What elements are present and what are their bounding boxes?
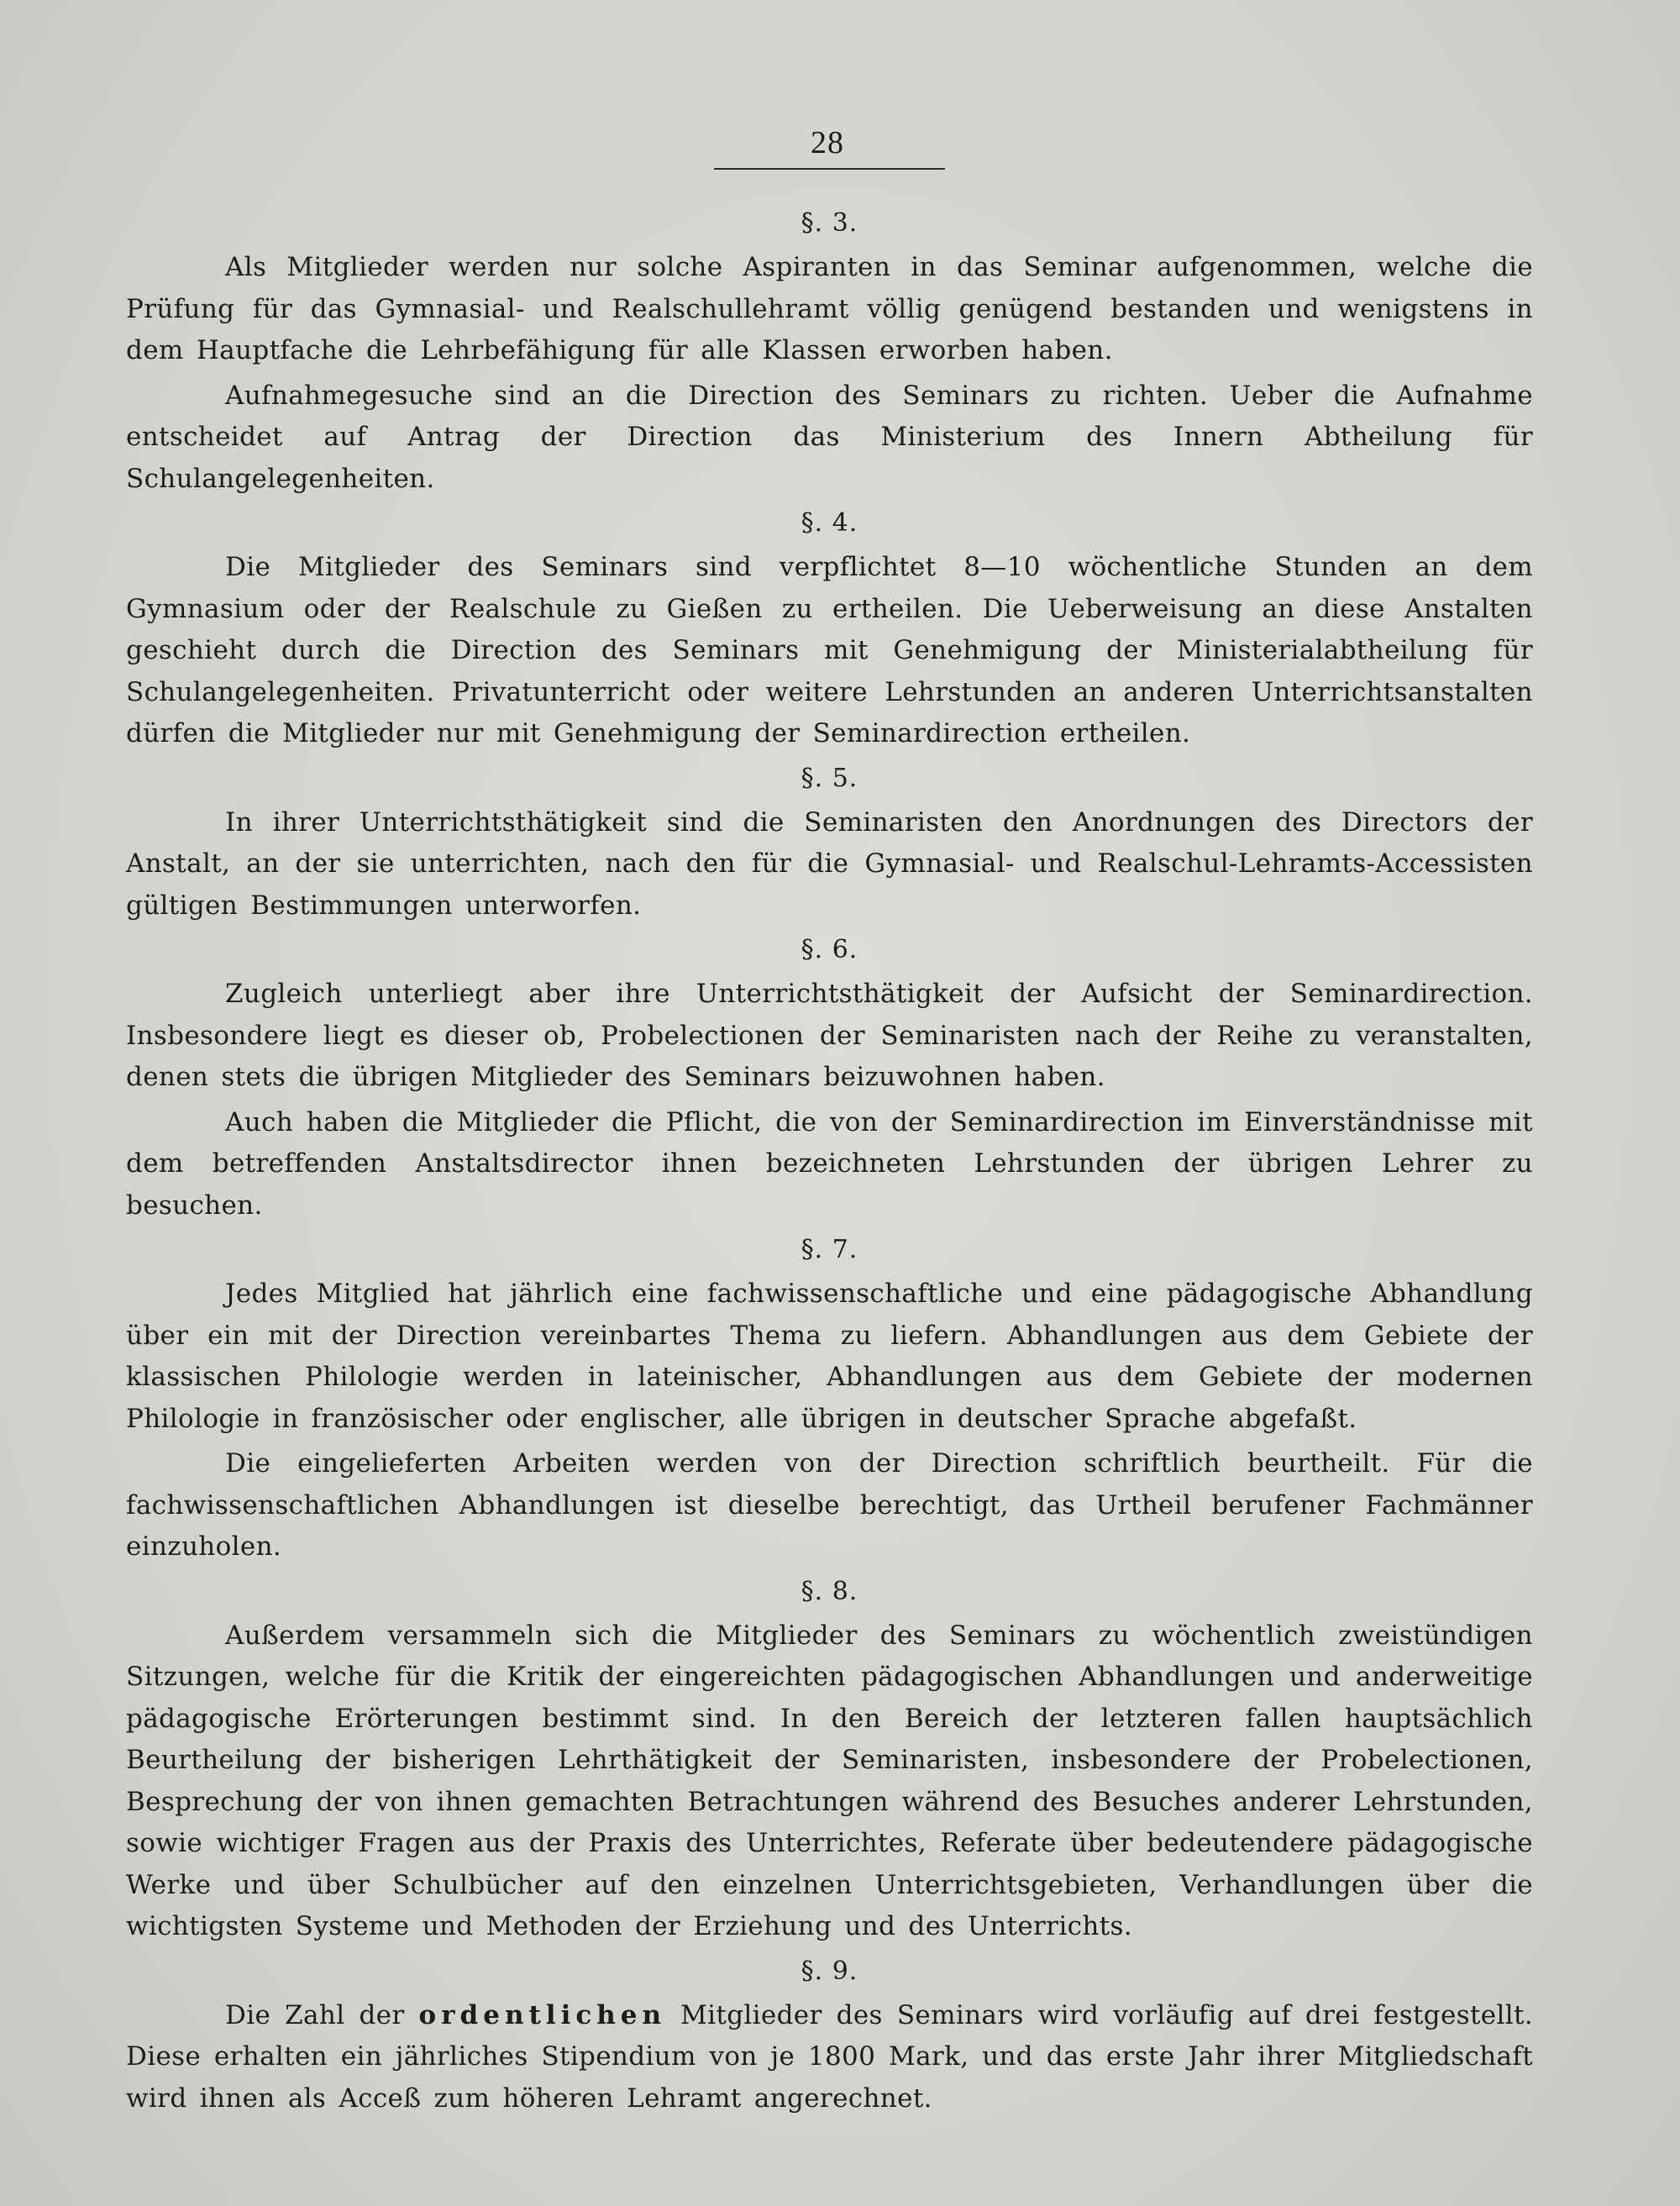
paragraph: Zugleich unterliegt aber ihre Unterrichtsthätigkeit der Aufsicht der Seminardirection. Insbesondere liegt es dieser ob, Probelectionen der Seminaristen nach der Reihe zu veranstalten, denen stets die übrigen Mitglieder des Seminars beizuwohnen haben.	[126, 979, 1533, 1092]
paragraph: Aufnahmegesuche sind an die Direction des Seminars zu richten. Ueber die Aufnahme entscheidet auf Antrag der Direction das Ministerium des Innern Abtheilung für Schulangelegenheiten.	[126, 380, 1533, 494]
header-rule	[714, 168, 945, 170]
section-3	[126, 203, 1533, 500]
paragraph	[126, 1995, 1533, 2120]
section-heading: §. 5.	[801, 763, 858, 793]
section-heading: §. 3.	[801, 208, 858, 238]
section-8	[126, 1572, 1533, 1948]
paragraph: Jedes Mitglied hat jährlich eine fachwissenschaftliche und eine pädagogische Abhandlung über ein mit der Direction vereinbartes Thema zu liefern. Abhandlungen aus dem Gebiete der klassischen Philologie werden in lateinischer, Abhandlungen aus dem Gebiete der modernen Philologie in französischer oder englischer, alle übrigen in deutscher Sprache abgefaßt.	[126, 1279, 1533, 1434]
section-7	[126, 1230, 1533, 1568]
section-9	[126, 1951, 1533, 2120]
section-heading: §. 8.	[801, 1576, 858, 1606]
paragraph: Als Mitglieder werden nur solche Aspiranten in das Seminar aufgenommen, welche die Prüfung für das Gymnasial- und Realschullehramt völlig genügend bestanden und wenigstens in dem Hauptfache die Lehrbefähigung für alle Klassen erworben haben.	[126, 252, 1533, 365]
section-4	[126, 503, 1533, 755]
section-5	[126, 759, 1533, 927]
section-heading: §. 9.	[801, 1956, 858, 1986]
paragraph: Auch haben die Mitglieder die Pflicht, die von der Seminardirection im Einverständnisse mit dem betreffenden Anstaltsdirector ihnen bezeichneten Lehrstunden der übrigen Lehrer zu besuchen.	[126, 1106, 1533, 1221]
paragraph: In ihrer Unterrichtsthätigkeit sind die Seminaristen den Anordnungen des Directors der Anstalt, an der sie unterrichten, nach den für die Gymnasial- und Realschul-Lehramts-Accessisten gültigen Bestimmungen unterworfen.	[126, 806, 1533, 921]
paragraph: Außerdem versammeln sich die Mitglieder des Seminars zu wöchentlich zweistündigen Sitzungen, welche für die Kritik der eingereichten pädagogischen Abhandlungen und anderweitige pädagogische Erörterungen bestimmt sind. In den Bereich der letzteren fallen hauptsächlich Beurtheilung der bisherigen Lehrthätigkeit der Seminaristen, insbesondere der Probelectionen, Besprechung der von ihnen gemachten Betrachtungen während des Besuches anderer Lehrstunden, sowie wichtiger Fragen aus der Praxis des Unterrichtes, Referate über bedeutendere pädagogische Werke und über Schulbücher auf den einzelnen Unterrichtsgebieten, Verhandlungen über die wichtigsten Systeme und Methoden der Erziehung und des Unterrichts.	[126, 1620, 1533, 1941]
paragraph-text: Mitglieder des Seminars wird vorläufig auf drei festgestellt. Diese erhalten ein jährliches Stipendium von je 1800 Mark, und das erste Jahr ihrer Mitgliedschaft wird ihnen als Acceß zum höheren Lehramt angerechnet.	[126, 1999, 1533, 2114]
section-heading: §. 6.	[801, 935, 858, 964]
document-body	[126, 203, 1533, 2123]
section-6	[126, 930, 1533, 1226]
section-heading: §. 4.	[801, 508, 858, 538]
section-heading: §. 7.	[801, 1235, 858, 1264]
emphasized-word: ordentlichen	[418, 1999, 667, 2030]
paragraph: Die Mitglieder des Seminars sind verpflichtet 8—10 wöchentliche Stunden an dem Gymnasium oder der Realschule zu Gießen zu ertheilen. Die Ueberweisung an diese Anstalten geschieht durch die Direction des Seminars mit Genehmigung der Ministerialabtheilung für Schulangelegenheiten. Privatunterricht oder weitere Lehrstunden an anderen Unterrichtsanstalten dürfen die Mitglieder nur mit Genehmigung der Seminardirection ertheilen.	[126, 552, 1533, 748]
paragraph-text: Die Zahl der	[225, 1999, 419, 2030]
page-number: 28	[811, 125, 844, 160]
paragraph: Die eingelieferten Arbeiten werden von der Direction schriftlich beurtheilt. Für die fachwissenschaftlichen Abhandlungen ist dieselbe berechtigt, das Urtheil berufener Fachmänner einzuholen.	[126, 1448, 1533, 1562]
